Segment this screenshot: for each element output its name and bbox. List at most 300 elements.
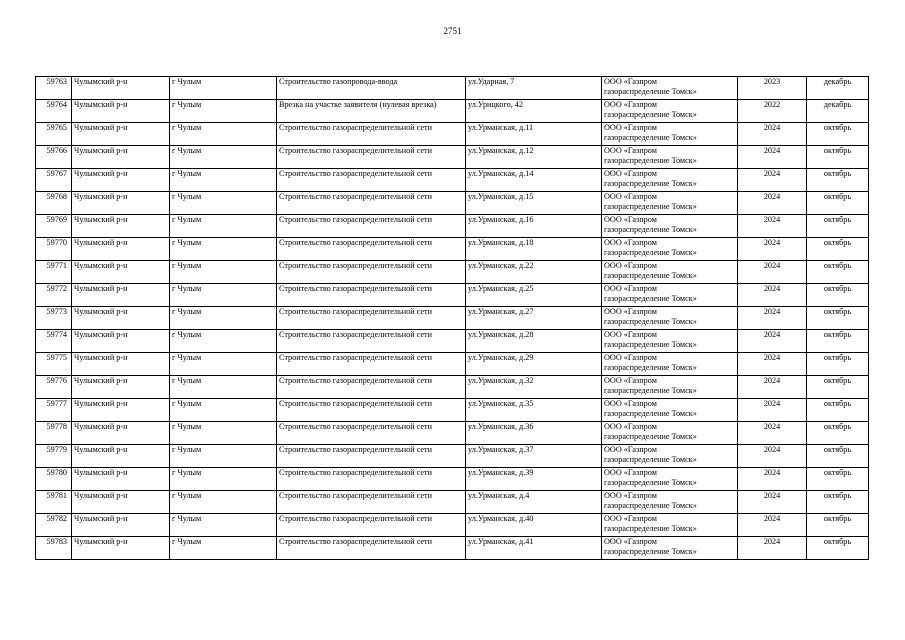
work-type-cell (277, 238, 466, 261)
month: октябрь (823, 192, 852, 201)
address-cell (466, 399, 602, 422)
organization-cell (602, 307, 738, 330)
month-cell (807, 399, 869, 422)
year: 2024 (763, 330, 781, 339)
district-cell (72, 376, 170, 399)
record-id-cell (36, 468, 72, 491)
year: 2024 (763, 422, 781, 431)
table-row (36, 77, 869, 100)
year: 2024 (763, 514, 781, 523)
month: октябрь (823, 215, 852, 224)
table-row (36, 422, 869, 445)
locality-cell (170, 514, 277, 537)
record-id: 59781 (46, 491, 67, 500)
organization-line-1: ООО «Газпром (604, 215, 657, 224)
district-cell (72, 77, 170, 100)
district: Чулымский р-н (74, 192, 128, 201)
record-id: 59765 (46, 123, 67, 132)
address: ул.Урманская, д.15 (468, 192, 534, 201)
locality-cell (170, 284, 277, 307)
year-cell (738, 192, 807, 215)
month: октябрь (823, 537, 852, 546)
locality-cell (170, 422, 277, 445)
year: 2024 (763, 468, 781, 477)
address-cell (466, 192, 602, 215)
work-type-cell (277, 307, 466, 330)
district-cell (72, 284, 170, 307)
work-type: Строительство газораспределительной сети (279, 422, 432, 431)
organization-cell (602, 353, 738, 376)
organization-line-2: газораспределение Томск» (604, 179, 697, 188)
year-cell (738, 307, 807, 330)
locality: г Чулым (172, 491, 202, 500)
month-cell (807, 353, 869, 376)
locality-cell (170, 215, 277, 238)
month: октябрь (823, 376, 852, 385)
district-cell (72, 169, 170, 192)
district: Чулымский р-н (74, 376, 128, 385)
locality: г Чулым (172, 261, 202, 270)
district: Чулымский р-н (74, 215, 128, 224)
organization-line-2: газораспределение Томск» (604, 202, 697, 211)
work-type-cell (277, 537, 466, 560)
district-cell (72, 330, 170, 353)
organization-line-1: ООО «Газпром (604, 146, 657, 155)
work-type: Строительство газораспределительной сети (279, 330, 432, 339)
organization-cell (602, 284, 738, 307)
record-id-cell (36, 215, 72, 238)
record-id: 59772 (46, 284, 67, 293)
address: ул.Урманская, д.32 (468, 376, 534, 385)
year: 2024 (763, 284, 781, 293)
organization-line-1: ООО «Газпром (604, 537, 657, 546)
address: ул.Урманская, д.39 (468, 468, 534, 477)
work-type: Строительство газораспределительной сети (279, 307, 432, 316)
address-cell (466, 146, 602, 169)
organization-cell (602, 192, 738, 215)
district: Чулымский р-н (74, 514, 128, 523)
organization-line-2: газораспределение Томск» (604, 294, 697, 303)
record-id: 59779 (46, 445, 67, 454)
month-cell (807, 261, 869, 284)
locality: г Чулым (172, 284, 202, 293)
table-row (36, 215, 869, 238)
district-cell (72, 215, 170, 238)
record-id-cell (36, 284, 72, 307)
organization-line-1: ООО «Газпром (604, 468, 657, 477)
address-cell (466, 353, 602, 376)
locality-cell (170, 238, 277, 261)
organization-line-2: газораспределение Томск» (604, 156, 697, 165)
record-id-cell (36, 445, 72, 468)
year-cell (738, 330, 807, 353)
month-cell (807, 307, 869, 330)
organization-cell (602, 238, 738, 261)
table-body (36, 77, 869, 560)
month-cell (807, 468, 869, 491)
district: Чулымский р-н (74, 468, 128, 477)
district: Чулымский р-н (74, 100, 128, 109)
work-type-cell (277, 146, 466, 169)
work-type-cell (277, 353, 466, 376)
locality: г Чулым (172, 77, 202, 86)
month-cell (807, 192, 869, 215)
organization-cell (602, 399, 738, 422)
year-cell (738, 376, 807, 399)
locality-cell (170, 376, 277, 399)
organization-line-1: ООО «Газпром (604, 445, 657, 454)
organization-line-1: ООО «Газпром (604, 399, 657, 408)
month: октябрь (823, 146, 852, 155)
year: 2024 (763, 445, 781, 454)
work-type-cell (277, 468, 466, 491)
organization-cell (602, 215, 738, 238)
month: октябрь (823, 307, 852, 316)
organization-line-2: газораспределение Томск» (604, 225, 697, 234)
address: ул.Урманская, д.12 (468, 146, 534, 155)
organization-cell (602, 77, 738, 100)
page-number: 2751 (443, 26, 462, 36)
organization-cell (602, 491, 738, 514)
record-id: 59776 (46, 376, 67, 385)
address-cell (466, 537, 602, 560)
organization-line-1: ООО «Газпром (604, 422, 657, 431)
organization-line-1: ООО «Газпром (604, 330, 657, 339)
locality-cell (170, 100, 277, 123)
month-cell (807, 77, 869, 100)
record-id: 59778 (46, 422, 67, 431)
table-row (36, 192, 869, 215)
locality: г Чулым (172, 376, 202, 385)
address: ул.Урманская, д.25 (468, 284, 534, 293)
month-cell (807, 146, 869, 169)
organization-cell (602, 169, 738, 192)
work-type: Строительство газораспределительной сети (279, 169, 432, 178)
year-cell (738, 537, 807, 560)
month: декабрь (823, 77, 852, 86)
record-id: 59780 (46, 468, 67, 477)
district: Чулымский р-н (74, 169, 128, 178)
locality: г Чулым (172, 537, 202, 546)
record-id-cell (36, 330, 72, 353)
record-id-cell (36, 491, 72, 514)
address: ул.Урманская, д.37 (468, 445, 534, 454)
month-cell (807, 491, 869, 514)
district: Чулымский р-н (74, 491, 128, 500)
organization-line-2: газораспределение Томск» (604, 455, 697, 464)
organization-cell (602, 261, 738, 284)
month: октябрь (823, 330, 852, 339)
table-row (36, 376, 869, 399)
district: Чулымский р-н (74, 307, 128, 316)
district: Чулымский р-н (74, 445, 128, 454)
district-cell (72, 468, 170, 491)
district-cell (72, 445, 170, 468)
month-cell (807, 537, 869, 560)
locality: г Чулым (172, 100, 202, 109)
month: октябрь (823, 123, 852, 132)
month: октябрь (823, 445, 852, 454)
address-cell (466, 100, 602, 123)
work-type: Строительство газораспределительной сети (279, 238, 432, 247)
organization-line-2: газораспределение Томск» (604, 133, 697, 142)
month-cell (807, 215, 869, 238)
table-row (36, 537, 869, 560)
organization-line-1: ООО «Газпром (604, 238, 657, 247)
year: 2024 (763, 376, 781, 385)
year-cell (738, 261, 807, 284)
record-id: 59764 (46, 100, 67, 109)
district: Чулымский р-н (74, 284, 128, 293)
month: октябрь (823, 514, 852, 523)
work-type: Строительство газораспределительной сети (279, 146, 432, 155)
record-id: 59763 (46, 77, 67, 86)
month-cell (807, 100, 869, 123)
record-id: 59770 (46, 238, 67, 247)
year-cell (738, 491, 807, 514)
work-type: Строительство газораспределительной сети (279, 353, 432, 362)
organization-cell (602, 445, 738, 468)
month-cell (807, 123, 869, 146)
table-row (36, 169, 869, 192)
work-type-cell (277, 445, 466, 468)
work-type: Строительство газопровода-ввода (279, 77, 398, 86)
locality-cell (170, 77, 277, 100)
organization-line-2: газораспределение Томск» (604, 248, 697, 257)
year: 2024 (763, 491, 781, 500)
year: 2024 (763, 353, 781, 362)
work-type-cell (277, 192, 466, 215)
gas-works-table (35, 76, 869, 560)
locality-cell (170, 330, 277, 353)
district-cell (72, 123, 170, 146)
organization-cell (602, 146, 738, 169)
address: ул.Урманская, д.18 (468, 238, 534, 247)
month: октябрь (823, 422, 852, 431)
work-type: Строительство газораспределительной сети (279, 491, 432, 500)
record-id-cell (36, 77, 72, 100)
district-cell (72, 537, 170, 560)
organization-line-1: ООО «Газпром (604, 169, 657, 178)
work-type-cell (277, 261, 466, 284)
month: октябрь (823, 261, 852, 270)
address: ул.Урманская, д.41 (468, 537, 534, 546)
address: ул.Урманская, д.4 (468, 491, 530, 500)
address-cell (466, 330, 602, 353)
table-row (36, 284, 869, 307)
record-id-cell (36, 307, 72, 330)
organization-line-2: газораспределение Томск» (604, 110, 697, 119)
locality-cell (170, 123, 277, 146)
address-cell (466, 468, 602, 491)
address: ул.Урманская, д.35 (468, 399, 534, 408)
address: ул.Урманская, д.40 (468, 514, 534, 523)
district-cell (72, 192, 170, 215)
work-type-cell (277, 399, 466, 422)
record-id: 59769 (46, 215, 67, 224)
table-row (36, 468, 869, 491)
table-row (36, 399, 869, 422)
month-cell (807, 238, 869, 261)
organization-line-1: ООО «Газпром (604, 376, 657, 385)
record-id-cell (36, 238, 72, 261)
record-id: 59782 (46, 514, 67, 523)
record-id-cell (36, 192, 72, 215)
address-cell (466, 376, 602, 399)
record-id-cell (36, 514, 72, 537)
locality: г Чулым (172, 468, 202, 477)
address: ул.Урманская, д.28 (468, 330, 534, 339)
address-cell (466, 123, 602, 146)
table-row (36, 307, 869, 330)
month: октябрь (823, 238, 852, 247)
organization-line-2: газораспределение Томск» (604, 317, 697, 326)
record-id-cell (36, 146, 72, 169)
locality-cell (170, 169, 277, 192)
year-cell (738, 353, 807, 376)
district-cell (72, 399, 170, 422)
address-cell (466, 445, 602, 468)
organization-line-2: газораспределение Томск» (604, 340, 697, 349)
organization-line-2: газораспределение Томск» (604, 478, 697, 487)
year-cell (738, 123, 807, 146)
work-type-cell (277, 284, 466, 307)
locality: г Чулым (172, 215, 202, 224)
year: 2022 (763, 100, 781, 109)
record-id-cell (36, 399, 72, 422)
address: ул.Урицкого, 42 (468, 100, 523, 109)
work-type: Строительство газораспределительной сети (279, 399, 432, 408)
record-id: 59766 (46, 146, 67, 155)
work-type: Строительство газораспределительной сети (279, 514, 432, 523)
locality-cell (170, 307, 277, 330)
work-type: Строительство газораспределительной сети (279, 192, 432, 201)
district: Чулымский р-н (74, 537, 128, 546)
locality-cell (170, 491, 277, 514)
year: 2024 (763, 146, 781, 155)
address-cell (466, 514, 602, 537)
record-id: 59773 (46, 307, 67, 316)
year-cell (738, 422, 807, 445)
locality-cell (170, 399, 277, 422)
record-id-cell (36, 261, 72, 284)
address: ул.Урманская, д.27 (468, 307, 534, 316)
work-type-cell (277, 123, 466, 146)
locality-cell (170, 468, 277, 491)
year: 2024 (763, 215, 781, 224)
locality-cell (170, 261, 277, 284)
work-type: Строительство газораспределительной сети (279, 215, 432, 224)
record-id: 59767 (46, 169, 67, 178)
organization-cell (602, 123, 738, 146)
work-type-cell (277, 330, 466, 353)
locality: г Чулым (172, 169, 202, 178)
address-cell (466, 422, 602, 445)
organization-line-2: газораспределение Томск» (604, 432, 697, 441)
record-id: 59768 (46, 192, 67, 201)
district: Чулымский р-н (74, 238, 128, 247)
year-cell (738, 169, 807, 192)
address: ул.Урманская, д.16 (468, 215, 534, 224)
table-row (36, 238, 869, 261)
organization-line-1: ООО «Газпром (604, 307, 657, 316)
work-type: Строительство газораспределительной сети (279, 284, 432, 293)
district: Чулымский р-н (74, 261, 128, 270)
month-cell (807, 376, 869, 399)
record-id-cell (36, 100, 72, 123)
district: Чулымский р-н (74, 146, 128, 155)
locality: г Чулым (172, 445, 202, 454)
table-row (36, 146, 869, 169)
address-cell (466, 307, 602, 330)
locality-cell (170, 146, 277, 169)
organization-cell (602, 537, 738, 560)
table-row (36, 123, 869, 146)
record-id: 59771 (46, 261, 67, 270)
record-id-cell (36, 169, 72, 192)
month-cell (807, 169, 869, 192)
table-row (36, 330, 869, 353)
organization-line-1: ООО «Газпром (604, 77, 657, 86)
year: 2024 (763, 537, 781, 546)
month: октябрь (823, 353, 852, 362)
locality-cell (170, 445, 277, 468)
locality: г Чулым (172, 353, 202, 362)
year-cell (738, 514, 807, 537)
table-row (36, 491, 869, 514)
address: ул.Урманская, д.22 (468, 261, 534, 270)
address: ул.Урманская, д.11 (468, 123, 534, 132)
record-id-cell (36, 376, 72, 399)
organization-cell (602, 468, 738, 491)
district: Чулымский р-н (74, 77, 128, 86)
year-cell (738, 238, 807, 261)
record-id-cell (36, 537, 72, 560)
year-cell (738, 77, 807, 100)
year: 2024 (763, 238, 781, 247)
month-cell (807, 445, 869, 468)
organization-cell (602, 422, 738, 445)
month-cell (807, 514, 869, 537)
work-type-cell (277, 376, 466, 399)
work-type: Строительство газораспределительной сети (279, 261, 432, 270)
address-cell (466, 215, 602, 238)
district: Чулымский р-н (74, 422, 128, 431)
year-cell (738, 468, 807, 491)
address-cell (466, 238, 602, 261)
table-row (36, 261, 869, 284)
month: октябрь (823, 468, 852, 477)
year-cell (738, 215, 807, 238)
district-cell (72, 514, 170, 537)
locality: г Чулым (172, 146, 202, 155)
district-cell (72, 100, 170, 123)
organization-line-2: газораспределение Томск» (604, 409, 697, 418)
organization-line-1: ООО «Газпром (604, 514, 657, 523)
month: октябрь (823, 399, 852, 408)
work-type-cell (277, 514, 466, 537)
organization-cell (602, 330, 738, 353)
locality: г Чулым (172, 330, 202, 339)
work-type-cell (277, 422, 466, 445)
locality-cell (170, 353, 277, 376)
work-type-cell (277, 169, 466, 192)
month: декабрь (823, 100, 852, 109)
organization-line-2: газораспределение Томск» (604, 547, 697, 556)
district-cell (72, 353, 170, 376)
organization-line-2: газораспределение Томск» (604, 386, 697, 395)
organization-cell (602, 514, 738, 537)
